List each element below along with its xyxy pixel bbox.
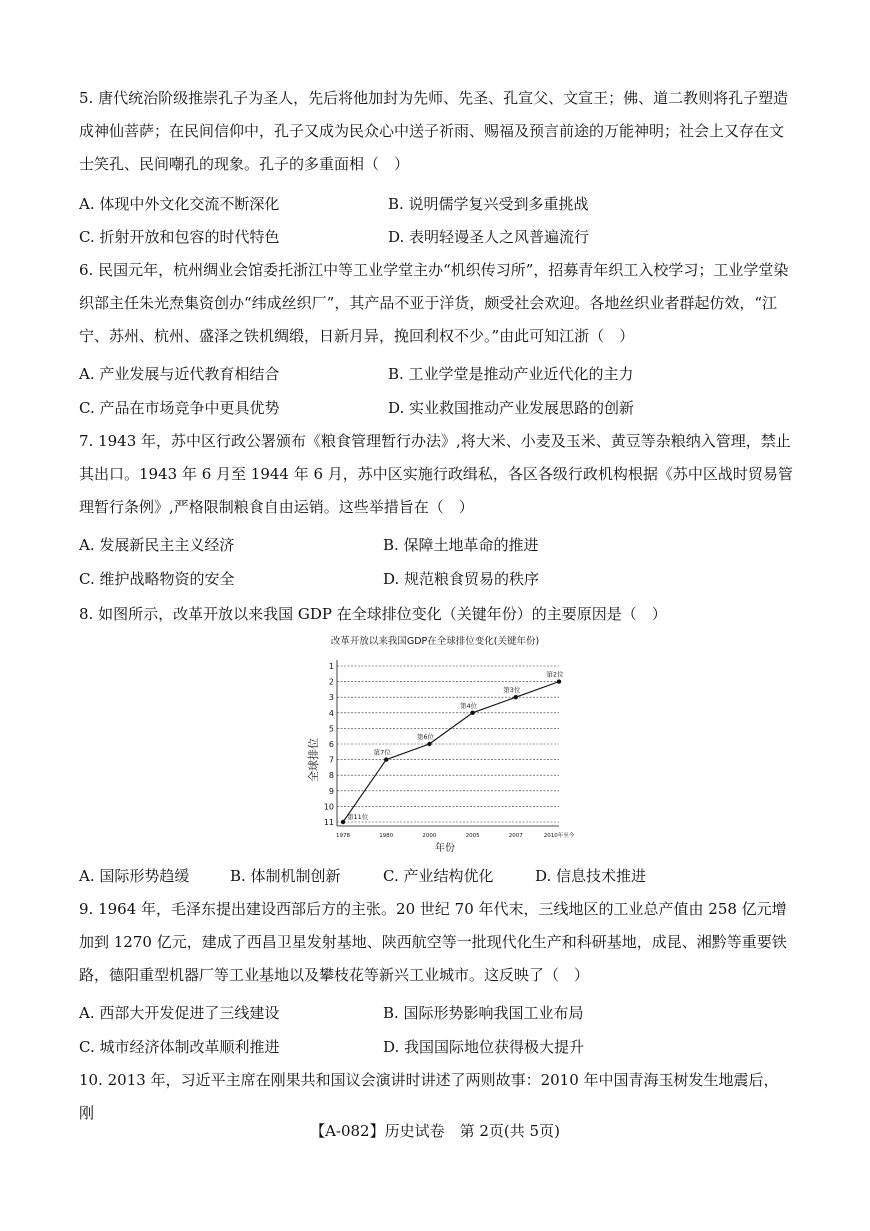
point-label: 第11位 <box>347 813 369 821</box>
question-5-option-c: C. 折射开放和包容的时代特色 <box>79 228 280 246</box>
y-tick-label: 11 <box>323 818 334 827</box>
question-8-option-b: B. 体制机制创新 <box>230 867 341 885</box>
question-5-option-b: B. 说明儒学复兴受到多重挑战 <box>388 195 589 213</box>
y-tick-label: 6 <box>328 740 334 749</box>
data-point <box>514 695 518 699</box>
question-8-option-c: C. 产业结构优化 <box>383 867 494 885</box>
question-6-option-a: A. 产业发展与近代教育相结合 <box>79 365 280 383</box>
chart-x-axis-label: 年份 <box>435 843 455 854</box>
question-9-option-b: B. 国际形势影响我国工业布局 <box>383 1004 584 1022</box>
data-point <box>470 711 474 715</box>
y-tick-label: 2 <box>328 677 334 687</box>
chart-y-axis-label: 全球排位 <box>307 738 320 782</box>
point-label: 第2位 <box>546 670 564 679</box>
data-point <box>341 820 345 824</box>
point-label: 第3位 <box>503 686 521 695</box>
y-tick-label: 10 <box>323 802 334 812</box>
chart-y-ticks <box>324 662 334 827</box>
question-7-option-d: D. 规范粮食贸易的秩序 <box>383 570 540 588</box>
chart-title: 改革开放以来我国GDP在全球排位变化(关键年份) <box>330 636 540 647</box>
question-9-option-d: D. 我国国际地位获得极大提升 <box>383 1038 585 1056</box>
data-point <box>427 742 431 746</box>
x-tick-label: 2000 <box>422 833 437 839</box>
y-tick-label: 8 <box>328 771 334 781</box>
question-9-option-a: A. 西部大开发促进了三线建设 <box>79 1004 280 1022</box>
question-5-option-d: D. 表明轻谩圣人之风普遍流行 <box>388 228 590 246</box>
question-5-text: 5. 唐代统治阶级推崇孔子为圣人，先后将他加封为先师、先圣、孔宣父、文宣王；佛、道二教则将孔子塑造成神仙菩萨；在民间信仰中，孔子又成为民众心中送子祈雨、赐福及预言前途的万能神明；社会上又存在文士笑孔、民间嘲孔的现象。孔子的多重面相（ ） <box>79 89 789 173</box>
y-tick-label: 1 <box>328 662 334 671</box>
chart-point-labels <box>347 670 564 821</box>
chart-grid <box>337 660 559 826</box>
x-tick-label: 2007 <box>508 833 523 839</box>
y-tick-label: 3 <box>328 693 334 703</box>
question-9-text: 9. 1964 年，毛泽东提出建设西部后方的主张。20 世纪 70 年代末，三线地区的工业总产值由 258 亿元增加到 1270 亿元，建成了西昌卫星发射基地、陕西航空等一批现代化生产和科研基地，成昆、湘黔等重要铁路，德阳重型机器厂等工业基地以及攀枝花等新兴工业城市。这反映了（ ） <box>79 900 787 984</box>
chart-x-ticks <box>336 831 575 839</box>
point-label: 第7位 <box>373 748 391 757</box>
y-tick-label: 9 <box>328 786 334 796</box>
y-tick-label: 4 <box>328 708 334 718</box>
question-6-text: 6. 民国元年，杭州绸业会馆委托浙江中等工业学堂主办“机织传习所”，招募青年织工入校学习；工业学堂染织部主任朱光焘集资创办“纬成丝织厂”，其产品不亚于洋货，颇受社会欢迎。各地丝织业者群起仿效，“江宁、苏州、杭州、盛泽之铁机绸缎，日新月异，挽回利权不少。”由此可知江浙（ ） <box>79 261 789 345</box>
question-7-option-a: A. 发展新民主主义经济 <box>79 536 235 554</box>
y-tick-label: 5 <box>328 724 334 734</box>
question-5-option-a: A. 体现中外文化交流不断深化 <box>79 195 280 213</box>
x-tick-label: 2010年至今 <box>543 833 575 839</box>
x-tick-label: 2005 <box>465 833 480 839</box>
question-9-option-c: C. 城市经济体制改革顺利推进 <box>79 1038 280 1056</box>
question-10-text: 10. 2013 年，习近平主席在刚果共和国议会演讲时讲述了两则故事：2010 年中国青海玉树发生地震后，刚 <box>79 1071 779 1122</box>
page-footer: 【A-082】历史试卷 第 2页(共 5页) <box>310 1122 560 1140</box>
question-7-option-b: B. 保障土地革命的推进 <box>383 536 539 554</box>
gdp-rank-chart <box>305 630 575 855</box>
y-tick-label: 7 <box>328 755 334 765</box>
question-6-option-c: C. 产品在市场竞争中更具优势 <box>79 399 280 417</box>
question-8-option-d: D. 信息技术推进 <box>535 867 647 885</box>
point-label: 第4位 <box>460 701 478 710</box>
question-7-option-c: C. 维护战略物资的安全 <box>79 570 235 588</box>
x-tick-label: 1978 <box>336 833 350 839</box>
data-point <box>557 679 561 683</box>
data-point <box>384 757 388 761</box>
question-7-text: 7. 1943 年，苏中区行政公署颁布《粮食管理暂行办法》,将大米、小麦及玉米、黄豆等杂粮纳入管理，禁止其出口。1943 年 6 月至 1944 年 6 月，苏中区实施行政缉私，各区各级行政机构根据《苏中区战时贸易管理暂行条例》,严格限制粮食自由运销。这些举措旨在（ ） <box>79 432 793 516</box>
question-8-text: 8. 如图所示，改革开放以来我国 GDP 在全球排位变化（关键年份）的主要原因是（ ） <box>79 605 667 623</box>
question-6-option-b: B. 工业学堂是推动产业近代化的主力 <box>388 365 634 383</box>
x-tick-label: 1980 <box>379 833 394 839</box>
question-6-option-d: D. 实业救国推动产业发展思路的创新 <box>388 399 635 417</box>
question-8-option-a: A. 国际形势趋缓 <box>79 867 190 885</box>
point-label: 第6位 <box>416 733 434 741</box>
